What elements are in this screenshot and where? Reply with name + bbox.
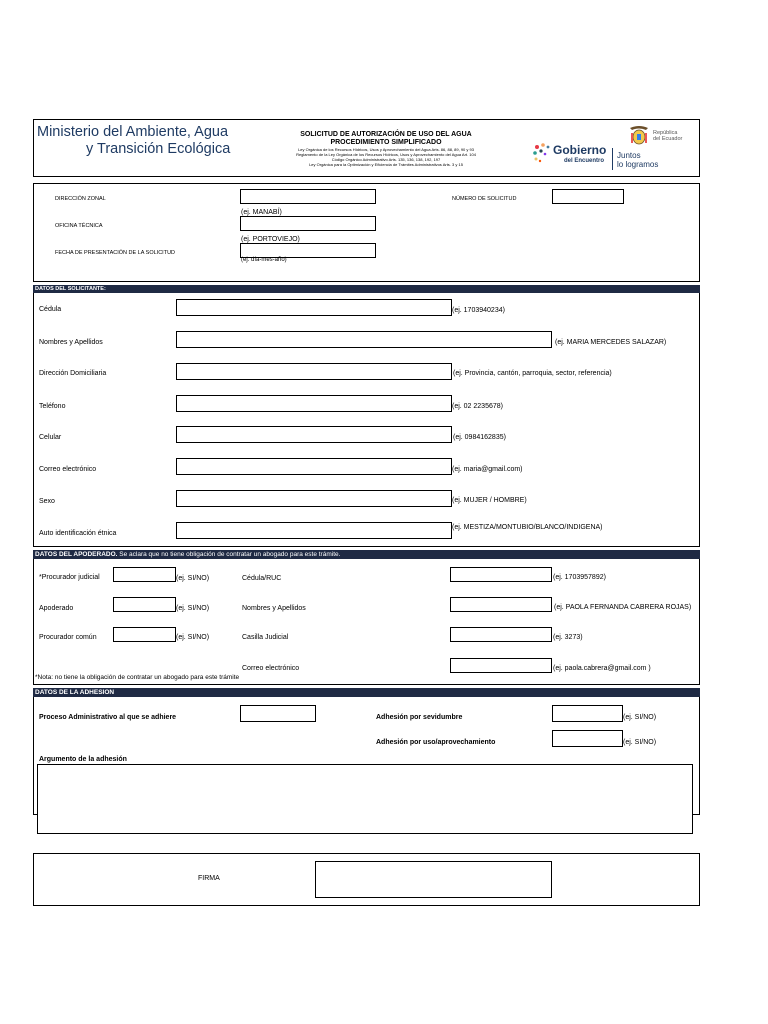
proceso-administrativo-input[interactable] bbox=[240, 705, 316, 722]
legal-line1: Ley Orgánica de los Recursos Hídricos, Usos y Aprovechamiento del Agua Arts. 86, 88, 89, 90 y 93 bbox=[298, 147, 474, 152]
logo-divider bbox=[612, 148, 613, 170]
adhesion-section-title bbox=[33, 688, 700, 697]
celular-hint: (ej. 0984162835) bbox=[453, 434, 506, 441]
casilla-judicial-input[interactable] bbox=[450, 627, 552, 642]
gov-slogan-line2: lo logramos bbox=[617, 160, 659, 169]
firma-label: FIRMA bbox=[198, 875, 220, 882]
procurador-judicial-input[interactable] bbox=[113, 567, 176, 582]
apoderado-nombres-hint: (ej. PAOLA FERNANDA CABRERA ROJAS) bbox=[554, 604, 692, 611]
adhesion-servidumbre-input[interactable] bbox=[552, 705, 623, 722]
oficina-tecnica-label: OFICINA TÉCNICA bbox=[55, 223, 103, 229]
casilla-judicial-hint: (ej. 3273) bbox=[553, 634, 583, 641]
adhesion-servidumbre-hint: (ej. SI/NO) bbox=[623, 714, 657, 721]
adhesion-uso-input[interactable] bbox=[552, 730, 623, 747]
adhesion-uso-hint: (ej. SI/NO) bbox=[623, 739, 657, 746]
form-title-line2: PROCEDIMIENTO SIMPLIFICADO bbox=[330, 139, 442, 146]
solicitante-title-text: DATOS DEL SOLICITANTE: bbox=[35, 286, 106, 292]
correo-label: Correo electrónico bbox=[39, 466, 97, 473]
cedula-input[interactable] bbox=[176, 299, 452, 316]
direccion-input[interactable] bbox=[176, 363, 452, 380]
nombres-input[interactable] bbox=[176, 331, 552, 348]
apoderado-nombres-label: Nombres y Apellidos bbox=[242, 605, 306, 612]
argumento-adhesion-textarea[interactable] bbox=[37, 764, 693, 834]
legal-line4: Ley Orgánica para la Optimización y Eficiencia de Trámites Administrativos Arts. 3 y 15 bbox=[309, 162, 463, 167]
firma-input[interactable] bbox=[315, 861, 552, 898]
direccion-zonal-label: DIRECCIÓN ZONAL bbox=[55, 196, 106, 202]
gobierno-subtext: del Encuentro bbox=[564, 158, 605, 164]
coat-of-arms-icon bbox=[628, 124, 650, 148]
gov-slogan bbox=[617, 151, 658, 169]
procurador-comun-input[interactable] bbox=[113, 627, 176, 642]
sexo-input[interactable] bbox=[176, 490, 452, 507]
adhesion-uso-label: Adhesión por uso/aprovechamiento bbox=[376, 739, 496, 746]
celular-input[interactable] bbox=[176, 426, 452, 443]
direccion-label: Dirección Domiciliaria bbox=[39, 370, 107, 377]
gobierno-logo bbox=[531, 141, 611, 171]
apoderado-footnote: *Nota: no tiene la obligación de contratar un abogado para este trámite bbox=[35, 674, 240, 681]
fecha-presentacion-label: FECHA DE PRESENTACIÓN DE LA SOLICITUD bbox=[55, 250, 176, 256]
apoderado-title-note: Se aclara que no tiene obligación de contratar un abogado para este trámite. bbox=[117, 551, 341, 558]
etnia-label: Auto identificación étnica bbox=[39, 530, 117, 537]
adhesion-title-text: DATOS DE LA ADHESION bbox=[35, 689, 115, 696]
procurador-judicial-label: *Procurador judicial bbox=[39, 574, 100, 581]
cedula-hint: (ej. 1703940234) bbox=[452, 307, 505, 314]
ministry-name-line1: Ministerio del Ambiente, Agua bbox=[37, 124, 229, 140]
apoderado-nombres-input[interactable] bbox=[450, 597, 552, 612]
form-title bbox=[250, 131, 522, 167]
telefono-label: Teléfono bbox=[39, 403, 66, 410]
fecha-presentacion-hint: (ej. día-mes-año) bbox=[241, 257, 287, 263]
correo-input[interactable] bbox=[176, 458, 452, 475]
direccion-zonal-hint: (ej. MANABÍ) bbox=[241, 209, 282, 216]
nombres-label: Nombres y Apellidos bbox=[39, 339, 103, 346]
procurador-comun-label: Procurador común bbox=[39, 634, 97, 641]
adhesion-servidumbre-label: Adhesión por sevidumbre bbox=[376, 714, 463, 721]
apoderado-correo-input[interactable] bbox=[450, 658, 552, 673]
sexo-label: Sexo bbox=[39, 498, 55, 505]
casilla-judicial-label: Casilla Judicial bbox=[242, 634, 289, 641]
republic-line2: del Ecuador bbox=[653, 136, 683, 142]
republic-line1: República bbox=[653, 130, 678, 136]
numero-solicitud-label: NÚMERO DE SOLICITUD bbox=[452, 196, 517, 202]
apoderado-hint: (ej. SI/NO) bbox=[176, 605, 210, 612]
ministry-logo bbox=[37, 124, 237, 158]
gobierno-text: Gobierno bbox=[553, 143, 607, 157]
apoderado-input[interactable] bbox=[113, 597, 176, 612]
cedula-label: Cédula bbox=[39, 306, 62, 313]
apoderado-correo-label: Correo electrónico bbox=[242, 665, 300, 672]
ministry-name-line2: y Transición Ecológica bbox=[86, 141, 231, 157]
apoderado-label: Apoderado bbox=[39, 605, 74, 612]
procurador-comun-hint: (ej. SI/NO) bbox=[176, 634, 210, 641]
cedula-ruc-label: Cédula/RUC bbox=[242, 575, 282, 582]
legal-line3: Código Orgánico Administrativo Arts. 135, 136, 138, 192, 197 bbox=[331, 157, 441, 162]
legal-line2: Reglamento de la Ley Orgánica de los Recursos Hídricos, Usos y Aprovechamiento del Agua Art. 104 bbox=[296, 152, 476, 157]
etnia-hint: (ej. MESTIZA/MONTUBIO/BLANCO/INDIGENA) bbox=[452, 524, 603, 531]
procurador-judicial-hint: (ej. SI/NO) bbox=[176, 575, 210, 582]
apoderado-title-text: DATOS DEL APODERADO. bbox=[35, 551, 118, 558]
oficina-tecnica-hint: (ej. PORTOVIEJO) bbox=[241, 236, 300, 243]
direccion-hint: (ej. Provincia, cantón, parroquia, sector, referencia) bbox=[453, 370, 612, 377]
sexo-hint: (ej. MUJER / HOMBRE) bbox=[452, 497, 527, 504]
coat-of-arms bbox=[628, 124, 688, 148]
cedula-ruc-input[interactable] bbox=[450, 567, 552, 582]
correo-hint: (ej. maria@gmail.com) bbox=[452, 466, 523, 473]
celular-label: Celular bbox=[39, 434, 62, 441]
form-title-line1: SOLICITUD DE AUTORIZACIÓN DE USO DEL AGUA bbox=[300, 131, 472, 138]
solicitante-box bbox=[33, 285, 700, 547]
argumento-adhesion-label: Argumento de la adhesión bbox=[39, 756, 127, 763]
apoderado-section-title bbox=[33, 550, 700, 559]
oficina-tecnica-input[interactable] bbox=[240, 216, 376, 231]
apoderado-correo-hint: (ej. paola.cabrera@gmail.com ) bbox=[553, 665, 651, 672]
fecha-presentacion-input[interactable] bbox=[240, 243, 376, 258]
telefono-input[interactable] bbox=[176, 395, 452, 412]
cedula-ruc-hint: (ej. 1703957892) bbox=[553, 574, 606, 581]
numero-solicitud-input[interactable] bbox=[552, 189, 624, 204]
gov-slogan-line1: Juntos bbox=[617, 151, 641, 160]
etnia-input[interactable] bbox=[176, 522, 452, 539]
proceso-administrativo-label: Proceso Administrativo al que se adhiere bbox=[39, 714, 177, 721]
direccion-zonal-input[interactable] bbox=[240, 189, 376, 204]
telefono-hint: (ej. 02 2235678) bbox=[452, 403, 503, 410]
solicitante-section-title bbox=[33, 285, 700, 293]
nombres-hint: (ej. MARIA MERCEDES SALAZAR) bbox=[555, 339, 667, 346]
